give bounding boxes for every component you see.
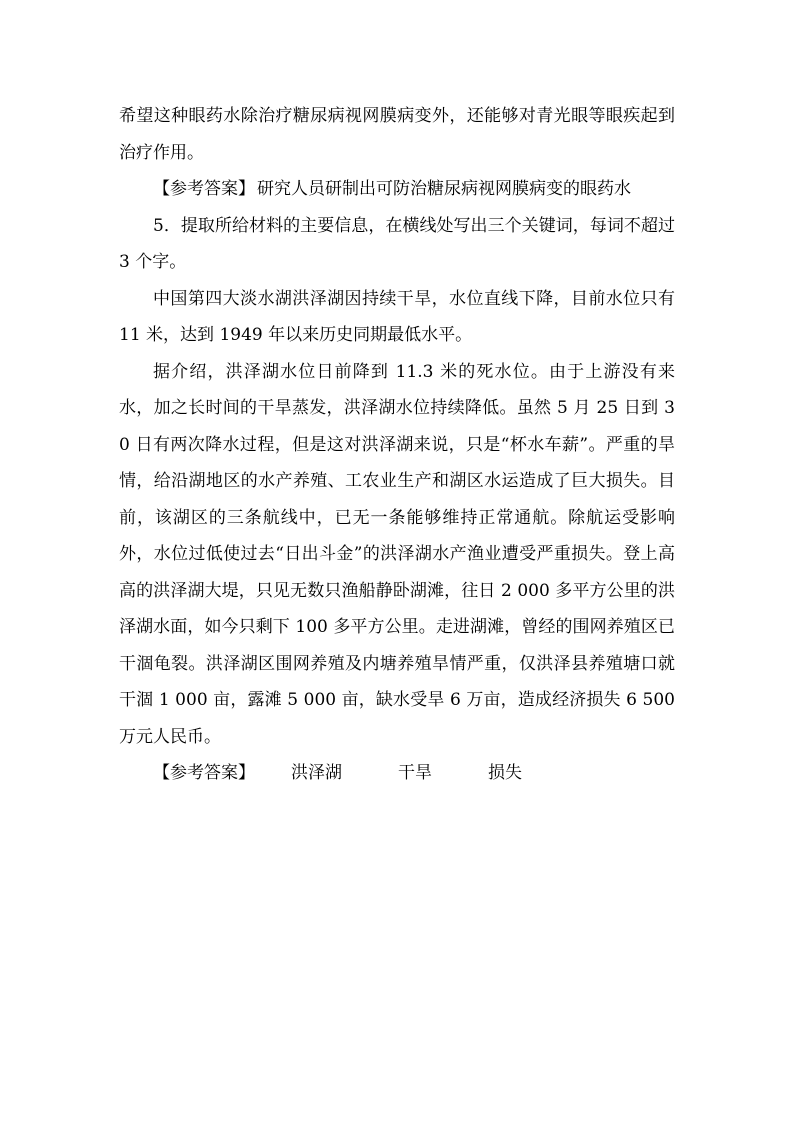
answer-paragraph-1 — [119, 171, 675, 208]
keyword: 干旱 — [398, 763, 432, 783]
keyword: 损失 — [488, 763, 522, 783]
question-5: 5．提取所给材料的主要信息，在横线处写出三个关键词，每词不超过 3 个字。 — [119, 215, 675, 272]
answer-label: 【参考答案】 — [153, 763, 255, 783]
material-paragraph-2: 据介绍，洪泽湖水位日前降到 11.3 米的死水位。由于上游没有来水，加之长时间的干旱蒸发，洪泽湖水位持续降低。虽然 5 月 25 日到 30 日有两次降水过程，但是这对洪泽湖来说，只是“杯水车薪”。严重的旱情，给沿湖地区的水产养殖、工农业生产和湖区水运造成了巨大损失。目前，该湖区的三条航线中，已无一条能够维持正常通航。除航运受影响外，水位过低使过去“日出斗金”的洪泽湖水产渔业遭受严重损失。登上高高的洪泽湖大堤，只见无数只渔船静卧湖滩，往日 2 000 多平方公里的洪泽湖水面，如今只剩下 100 多平方公里。走进湖滩，曾经的围网养殖区已干涸龟裂。洪泽湖区围网养殖及内塘养殖旱情严重，仅洪泽县养殖塘口就干涸 1 000 亩，露滩 5 000 亩，缺水受旱 6 万亩，造成经济损失 6 500 万元人民币。 — [119, 361, 675, 747]
paragraph-continuation: 希望这种眼药水除治疗糖尿病视网膜病变外，还能够对青光眼等眼疾起到治疗作用。 — [119, 106, 675, 163]
answer-label: 【参考答案】 — [153, 179, 255, 199]
material-paragraph-1: 中国第四大淡水湖洪泽湖因持续干旱，水位直线下降，目前水位只有 11 米，达到 1949 年以来历史同期最低水平。 — [119, 288, 675, 345]
answer-text: 研究人员研制出可防治糖尿病视网膜病变的眼药水 — [257, 179, 631, 199]
keyword: 洪泽湖 — [291, 763, 342, 783]
document-page — [119, 98, 675, 792]
answer-paragraph-2 — [119, 755, 675, 792]
